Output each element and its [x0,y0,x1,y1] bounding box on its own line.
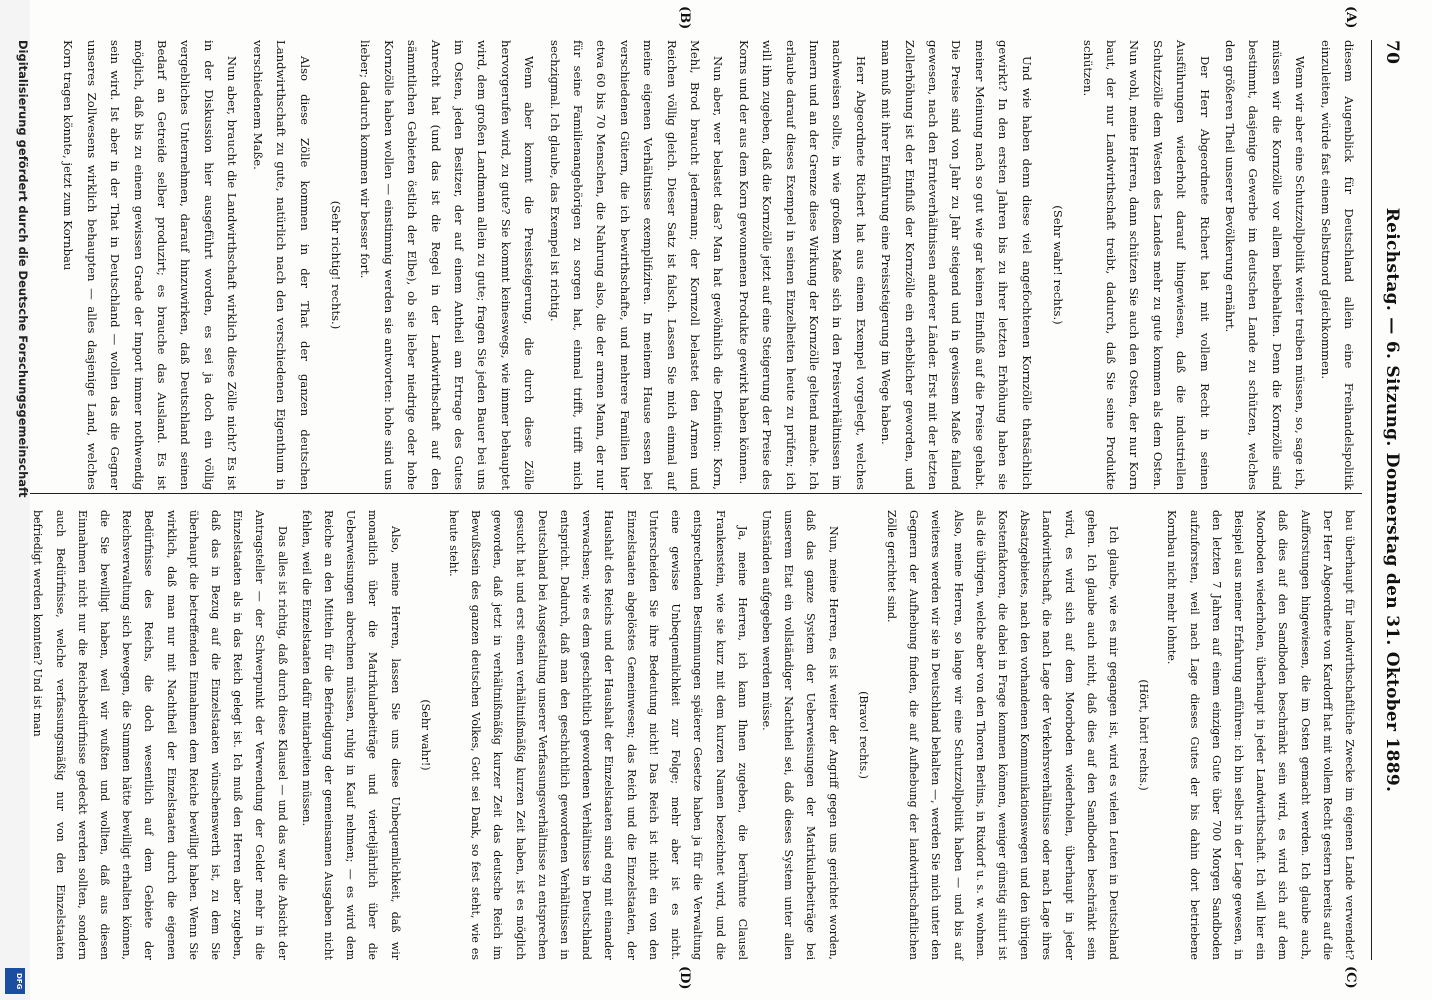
paragraph: Der Herr Abgeordnete Richert hat mit vollem Recht in seinen Ausführungen wiederholt darauf hingewiesen, daß die industriellen Schutzzölle dem Westen des Landes mehr zu gute kommen als dem Osten. Nun wohl, meine Herren, dann schützen Sie auch den Osten, der nur Korn baut, der nur Landwirthschaft treibt, dadurch, daß Sie seine Produkte schützen. [1080,40,1212,490]
remark: (Sehr wahr!) [418,699,432,771]
paragraph: Nun aber, braucht die Landwirthschaft wirklich diese Zölle nicht? Es ist in der Diskussion hier ausgeführt worden, es sei ja doch ein völlig vergebliches Unternehmen, darauf hinzuwirken, daß Deutschland seinen Bedarf an Getreide selber produzirt; es brauche das Ausland. Es ist möglich, daß bis zu einem gewissen Grade der Import immer nothwendig sein wird. Ist aber in der That in Deutschland — wollen das die Gegner unseres Zollwesens wirklich behaupten — alles dasjenige Land, welches Korn tragen könnte, jetzt zum Kornbau [61,40,240,490]
paragraph: Also diese Zölle kommen in der That der ganzen deutschen Landwirthschaft zu gute, natürlich nach den verschiedenen Eigenthum in verschiedenem Maße. [250,40,312,490]
paragraph: Wenn wir aber eine Schutzzollpolitik weiter treiben müssen, so, sage ich, müssen wir die Kornzölle vor allem beibehalten. Denn die Kornzölle sind bestimmt, dasjenige Gewerbe im deutschen Lande zu schützen, welches den größeren Theil unserer Bevölkerung ernährt. [1222,40,1308,490]
paragraph: Wenn aber kommt die Preissteigerung, die durch diese Zölle hervorgerufen wird, zu gute? Sie kommt keineswegs, wie immer behauptet wird, dem großen Landmann allein zu gute; fragen Sie jeden Bauer bei uns im Osten, jeden Besitzer, der auf einem Antheil am Ertrage des Gutes Anrecht hat (und das ist die Regel in der Landwirthschaft auf den sämmtlichen Gebieten östlich der Elbe), ob sie lieber niedrige oder hohe Kornzölle haben wollen — einstimmig werden sie antworten: hohe sind uns lieber; dadurch kommen wir besser fort. [358,40,537,490]
page-header [1372,40,1402,960]
remark: (Sehr richtig! rechts.) [328,200,343,330]
paragraph: Herr Abgeordnete Richert hat aus einem Exempel vorgelegt, welches nachweisen sollte, in wie großem Maße sich in den Preisverhältnissen im Innern und an der Grenze diese Wirkung der Kornzölle geltend mache. Ich erlaube darauf dieses Exempel in seinen Einzelheiten heute zu prüfen; ich will ihm zugeben, daß die Kornzölle jetzt auf eine Steigerung der Preise des Korns und der aus dem Korn gewonnenen Produkte gewirkt haben können. [736,40,868,490]
page-number: 70 [1382,40,1402,65]
dfg-logo-icon [5,968,25,994]
paragraph: Also, meine Herren, lassen Sie uns diese Unbequemlichkeit, daß wir monatlich über die Matrikularbeiträge und vierteljährlich über die Ueberweisungen abrechnen müssen, ruhig in Kauf nehmen; — es wird dem Reiche an den Mitteln für die Befriedigung der gemeinsamen Ausgaben nicht fehlen, weil die Einzelstaaten dafür mitarbeiten müssen. [299,510,402,960]
footer-credit: Digitalisierung gefördert durch die Deutsche Forschungsgemeinschaft [16,40,30,498]
paragraph: Ja, meine Herren, ich kann Ihnen zugeben, die berühmte Clausel Frankenstein, wie sie kurz mit dem kurzen Namen bezeichnet wird, und die entsprechenden Bestimmungen späterer Gesetze haben ja für die Verwaltung eine gewisse Unbequemlichkeit zur Folge; mehr aber ist es nicht. Unterscheiden Sie ihre Bedeutung nicht! Das Reich ist nicht ein von den Einzelstaaten abgelöstes Gemeinwesen; das Reich und die Einzelstaaten, der Haushalt des Reichs und der Haushalt der Einzelstaaten sind eng mit einander verwachsen; wie es dem geschichtlich gewordenen Verhältnisse in Deutschland entspricht. Dadurch, daß man den geschichtlich gewordenen Verhältnissen in Deutschland bei Ausgestaltung unserer Verfassungsverhältnisse zu entsprechen gesucht hat und erst einen verhältnißmäßig kurzen Zeit haben, ist es möglich geworden, daß jetzt in verhältnißmäßig kurzer Zeit das deutsche Reich im Bewußtsein des ganzen deutschen Volkes, Gott sei Dank, so fest steht, wie es heute steht. [447,510,749,960]
running-title: Reichstag. — 6. Sitzung. Donnerstag den 31. Oktober 1889. [1382,207,1402,793]
paragraph: Und wie haben denn diese viel angefochtenen Kornzölle thatsächlich gewirkt? In den ersten Jahren bis zu ihrer letzten Erhöhung haben sie meiner Meinung nach so gut wie gar keinen Einfluß auf die Preise gehabt. Die Preise sind von Jahr zu Jahr steigend und in gewissem Maße fallend gewesen, nach den Ernteverhältnissen anderer Länder. Erst mit der letzten Zollerhöhung ist der Einfluß der Kornzölle ein erheblicher geworden, und man muß mit ihrer Einführung eine Preissteigerung im Wege haben. [879,40,1034,490]
remark: (Sehr wahr! rechts.) [1051,205,1066,325]
paragraph: Nun aber, wer belastet das? Man hat gewöhnlich die Definition: Korn, Mehl, Brod braucht jedermann; der Kornzoll belastet den Armen und Reichen völlig gleich. Dieser Satz ist falsch. Lassen Sie mich einmal auf meine eigenen Verhältnisse exemplifiziren. In meinem Hause essen bei verschiedenen Gütern, die ich bewirthschafte, und mehrere Familien hier etwa 60 bis 70 Menschen, die Nahrung also, die der armen Mann, der nur für seine Familienangehörigen zu sorgen hat, einmal trifft, trifft mich sechzigmal. Ich glaube, das Exempel ist richtig. [547,40,726,490]
remark: (Hört, hört! rechts.) [1137,679,1151,791]
paragraph: Ich glaube, wie es mir gegangen ist, wird es vielen Leuten in Deutschland gehen. Ich glaube auch nicht, daß dies auf den Sandboden beschränkt sein wird, es wird sich auf dem Moorboden wiederholen, überhaupt in jeder Landwirthschaft, die nach Lage der Verkehrsverhältnisse oder nach Lage ihres Absatzgebietes, nach den vorhandenen Kommunikationswegen und den übrigen Kostenfaktoren, die dabei in Frage kommen können, weniger günstig situirt ist als die übrigen, welche aber von den Thoren Berlins, in Rixdorf u. s. w. wohnen. Also, meine Herren, so lange wir eine Schutzzollpolitik haben — und bis auf weiteres werden wir sie in Deutschland behalten —, werden Sie mich unter den Gegnern der Aufhebung finden, die auf Aufhebung der landwirthschaftlichen Zölle gerichtet sind. [884,510,1120,960]
remark: (Bravo! rechts.) [856,691,870,779]
margin-marker-d: (D) [677,966,692,990]
text-column-left [54,40,1360,490]
margin-marker-b: (B) [677,6,692,30]
header-rule [1371,40,1372,960]
column-divider [12,493,1362,494]
margin-marker-a: (A) [1343,6,1358,29]
paragraph: diesem Augenblick für Deutschland allein eine Freihandelspolitik einzuleiten, würde fast einem Selbstmord gleichkommen. [1318,40,1356,490]
paragraph: Nun, meine Herren, es ist weiter der Angriff gegen uns gerichtet worden, daß das ganze System der Ueberweisungen der Matrikularbeiträge bei unserem Etat ein vollständiger Nachtheil sei, daß dieses System unter allen Umständen aufgegeben werden müsse. [759,510,840,960]
paragraph: Das alles ist richtig, daß durch diese Klausel — und das war die Absicht der Antragsteller — der Schwerpunkt der Verwendung der Gelder mehr in die Einzelstaaten als in das Reich gelegt ist. Ich muß den Herren aber zugeben, daß das in Bezug auf die Einzelstaaten wünschenswerth ist, zu dem Sie überhaupt die betreffenden Einnahmen dem Reiche bewilligt haben. Wenn Sie wirklich, daß man nur mit Nachtheil der Einzelstaaten durch die eigenen Bedürfnisse des Reichs, die doch wesentlich auf dem Gebiete der Reichsverwaltung sich bewegen, die Summen hätte bewilligt erhalten können, die Sie bewilligt haben, weil wir wußten und wollten, daß aus diesen Einnahmen nicht nur die Reichsbedürfnisse gedeckt werden sollten, sondern auch Bedürfnisse, welche verfassungsmäßig nur von den Einzelstaaten befriedigt werden konnten? Und ist man [31,510,289,960]
digitization-footer [0,0,30,1000]
dfg-logo-label: DFG [15,972,23,990]
paragraph: bau überhaupt für landwirthschaftliche Zwecke im eigenen Lande verwendet? Der Herr Abgeordnete von Kardorff hat mit vollem Recht gestern bereits auf die Aufforstungen hingewiesen, die im Osten gemacht werden. Ich glaube auch, daß dies auf den Sandboden beschränkt sein wird, es wird sich auf dem Moorboden wiederholen, überhaupt in jeder Landwirthschaft. Ich will hier ein Beispiel aus meiner Erfahrung anführen: ich bin selbst in der Lage gewesen, in den letzten 7 Jahren auf einem einzigen Gute über 700 Morgen Sandboden aufzuforsten, weil nach Lage dieses Gutes der bis dahin dort betriebene Kornbau nicht mehr lohnte. [1165,510,1356,960]
text-column-right [24,510,1360,960]
margin-marker-c: (C) [1343,966,1358,989]
